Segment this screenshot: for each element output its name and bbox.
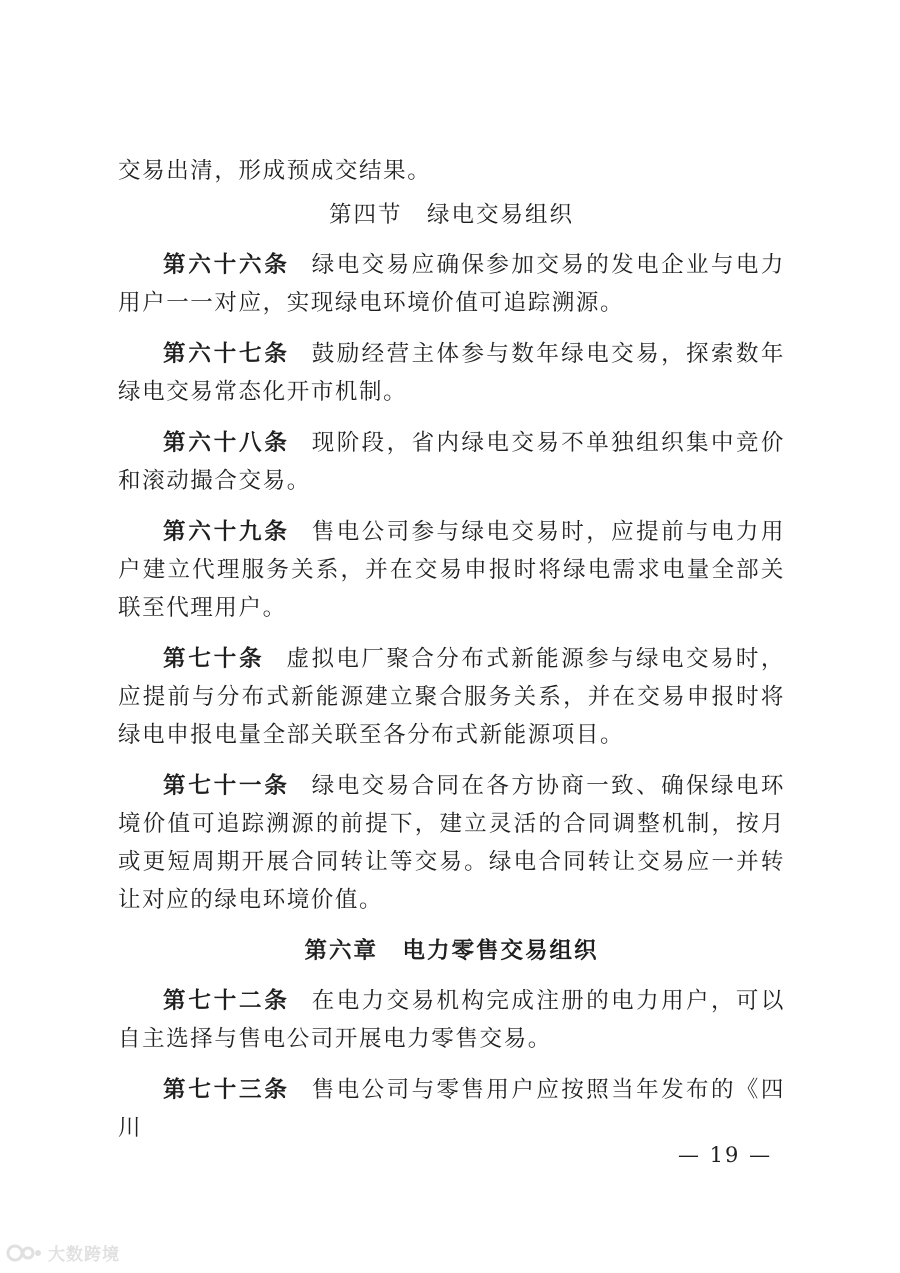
article-text: 鼓励经营主体参与数年绿电交易，探索数年绿电交易常态化开市机制。 — [118, 341, 785, 405]
article-67 — [118, 335, 785, 411]
article-66 — [118, 246, 785, 322]
watermark — [6, 1240, 120, 1265]
article-number: 第六十六条 — [163, 252, 290, 278]
article-text: 售电公司参与绿电交易时，应提前与电力用户建立代理服务关系，并在交易申报时将绿电需求电量全部关联至代理用户。 — [118, 519, 785, 621]
page-number: — 19 — — [678, 1143, 773, 1167]
watermark-logo-icon — [6, 1243, 44, 1263]
section-title: 第四节 绿电交易组织 — [328, 202, 574, 228]
article-text: 现阶段，省内绿电交易不单独组织集中竞价和滚动撮合交易。 — [118, 430, 785, 494]
article-number: 第六十八条 — [163, 430, 290, 456]
watermark-text: 大数跨境 — [48, 1245, 120, 1265]
article-number: 第七十三条 — [163, 1077, 290, 1103]
article-72 — [118, 982, 785, 1058]
article-number: 第六十九条 — [163, 519, 290, 545]
document-body — [118, 152, 785, 1160]
article-73 — [118, 1071, 785, 1147]
article-71 — [118, 767, 785, 919]
article-68 — [118, 424, 785, 500]
continuation-text: 交易出清，形成预成交结果。 — [118, 158, 432, 184]
article-text: 虚拟电厂聚合分布式新能源参与绿电交易时，应提前与分布式新能源建立聚合服务关系，并在交易申报时将绿电申报电量全部关联至各分布式新能源项目。 — [118, 646, 785, 748]
article-number: 第七十二条 — [163, 988, 290, 1014]
article-text: 绿电交易应确保参加交易的发电企业与电力用户一一对应，实现绿电环境价值可追踪溯源。 — [118, 252, 785, 316]
article-number: 第七十一条 — [163, 773, 290, 799]
article-text: 售电公司与零售用户应按照当年发布的《四川 — [118, 1077, 785, 1141]
article-number: 第六十七条 — [163, 341, 290, 367]
chapter-title: 第六章 电力零售交易组织 — [304, 938, 599, 964]
article-text: 绿电交易合同在各方协商一致、确保绿电环境价值可追踪溯源的前提下，建立灵活的合同调整机制，按月或更短周期开展合同转让等交易。绿电合同转让交易应一并转让对应的绿电环境价值。 — [118, 773, 785, 913]
article-number: 第七十条 — [163, 646, 265, 672]
article-70 — [118, 640, 785, 754]
article-text: 在电力交易机构完成注册的电力用户，可以自主选择与售电公司开展电力零售交易。 — [118, 988, 785, 1052]
article-69 — [118, 513, 785, 627]
